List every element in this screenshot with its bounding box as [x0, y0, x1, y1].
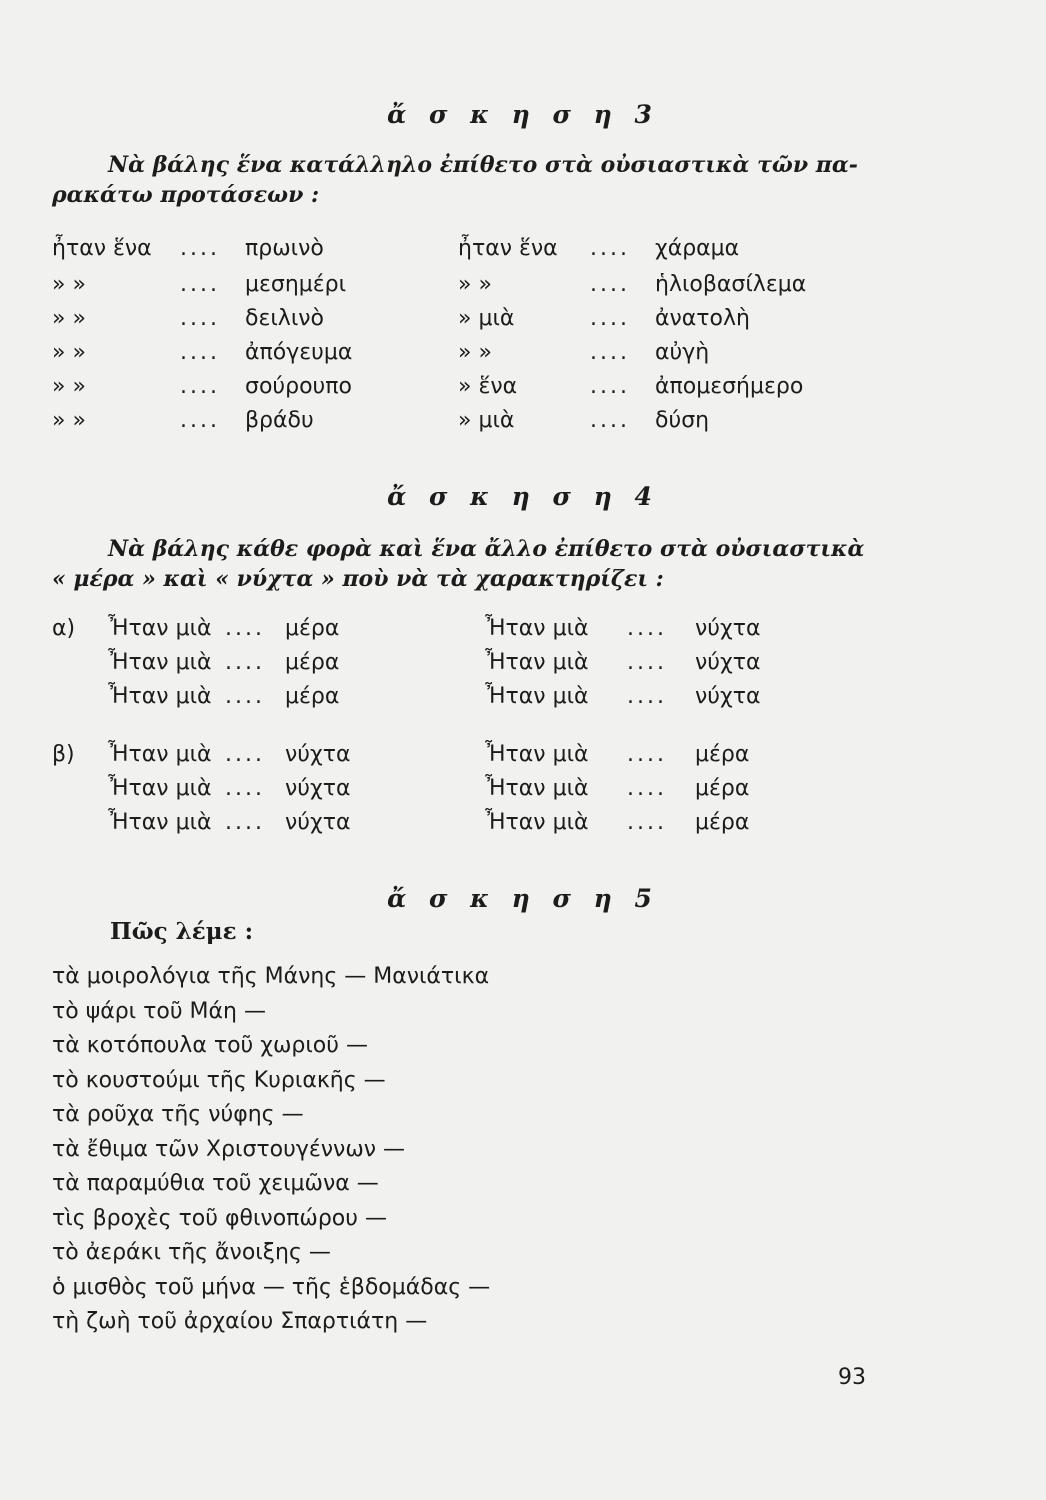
blank-dots: ....	[590, 272, 630, 297]
blank-dots: ....	[225, 742, 265, 767]
right-noun: μέρα	[695, 810, 750, 835]
left-prefix: Ἦταν μιὰ	[108, 616, 212, 641]
blank-dots: ....	[225, 776, 265, 801]
instruction-line: Νὰ βάλης κάθε φορὰ καὶ ἕνα ἄλλο ἐπίθετο στὰ οὐσιαστικὰ	[108, 536, 865, 562]
blank-dots: ....	[225, 616, 265, 641]
left-prefix: » »	[52, 272, 86, 297]
blank-dots: ....	[627, 616, 667, 641]
left-prefix: Ἦταν μιὰ	[108, 684, 212, 709]
exercise-4-row	[0, 806, 1046, 840]
blank-dots: ....	[180, 408, 220, 433]
left-prefix: » »	[52, 340, 86, 365]
right-noun: μέρα	[695, 742, 750, 767]
exercise-3-heading: ἄ σ κ η σ η 3	[387, 100, 659, 129]
right-noun: νύχτα	[695, 616, 761, 641]
left-noun: σούρουπο	[245, 374, 352, 399]
exercise-5-line: τὰ ροῦχα τῆς νύφης —	[52, 1102, 304, 1127]
right-noun: ἀπομεσήμερο	[655, 374, 804, 399]
right-prefix: » μιὰ	[458, 408, 515, 433]
blank-dots: ....	[627, 776, 667, 801]
right-prefix: Ἦταν μιὰ	[485, 776, 589, 801]
right-prefix: Ἦταν μιὰ	[485, 810, 589, 835]
exercise-4-row	[0, 680, 1046, 714]
blank-dots: ....	[225, 810, 265, 835]
exercise-5-line: τὴ ζωὴ τοῦ ἀρχαίου Σπαρτιάτη —	[52, 1309, 428, 1334]
left-noun: δειλινὸ	[245, 306, 325, 331]
blank-dots: ....	[180, 340, 220, 365]
exercise-5-label: Πῶς λέμε :	[110, 918, 254, 945]
right-noun: νύχτα	[695, 650, 761, 675]
right-prefix: » »	[458, 340, 492, 365]
exercise-4-row	[0, 738, 1046, 772]
right-noun: μέρα	[695, 776, 750, 801]
right-noun: ἀνατολὴ	[655, 306, 750, 331]
blank-dots: ....	[180, 374, 220, 399]
blank-dots: ....	[590, 236, 630, 261]
exercise-4-row	[0, 772, 1046, 806]
left-prefix: » »	[52, 306, 86, 331]
left-prefix: » »	[52, 408, 86, 433]
right-noun: ἡλιοβασίλεμα	[655, 272, 807, 297]
left-noun: νύχτα	[285, 776, 351, 801]
exercise-3-row	[0, 232, 1046, 266]
blank-dots: ....	[180, 236, 220, 261]
left-noun: μέρα	[285, 684, 340, 709]
left-noun: μέρα	[285, 616, 340, 641]
left-noun: μέρα	[285, 650, 340, 675]
blank-dots: ....	[590, 374, 630, 399]
exercise-5-line: τὰ μοιρολόγια τῆς Μάνης — Μανιάτικα	[52, 964, 490, 989]
blank-dots: ....	[590, 306, 630, 331]
exercise-3-row	[0, 302, 1046, 336]
exercise-5-line: τὰ παραμύθια τοῦ χειμῶνα —	[52, 1171, 379, 1196]
page-number: 93	[838, 1365, 866, 1390]
exercise-5-line: τὸ ψάρι τοῦ Μάη —	[52, 998, 266, 1024]
left-noun: ἀπόγευμα	[245, 340, 353, 365]
left-noun: νύχτα	[285, 742, 351, 767]
blank-dots: ....	[627, 650, 667, 675]
exercise-4-row	[0, 646, 1046, 680]
right-prefix: » ἕνα	[458, 374, 518, 399]
exercise-3-row	[0, 404, 1046, 438]
left-prefix: Ἦταν μιὰ	[108, 776, 212, 801]
blank-dots: ....	[627, 810, 667, 835]
left-noun: νύχτα	[285, 810, 351, 835]
right-prefix: » μιὰ	[458, 306, 515, 331]
left-noun: μεσημέρι	[245, 272, 347, 297]
blank-dots: ....	[590, 408, 630, 433]
left-prefix: Ἦταν μιὰ	[108, 742, 212, 767]
right-prefix: Ἦταν μιὰ	[485, 742, 589, 767]
exercise-5-line: τὸ κουστούμι τῆς Κυριακῆς —	[52, 1067, 386, 1093]
instruction-line: Νὰ βάλης ἕνα κατάλληλο ἐπίθετο στὰ οὐσιαστικὰ τῶν πα-	[108, 152, 858, 178]
exercise-4-row	[0, 612, 1046, 646]
exercise-3-instruction	[52, 150, 892, 210]
exercise-3-row	[0, 336, 1046, 370]
exercise-5-line: τὶς βροχὲς τοῦ φθινοπώρου —	[52, 1205, 387, 1231]
left-prefix: ἦταν ἕνα	[52, 236, 152, 261]
right-prefix: Ἦταν μιὰ	[485, 616, 589, 641]
instruction-line: « μέρα » καὶ « νύχτα » ποὺ νὰ τὰ χαρακτηρίζει :	[52, 566, 664, 592]
left-noun: βράδυ	[245, 408, 314, 433]
right-prefix: Ἦταν μιὰ	[485, 650, 589, 675]
exercise-4-heading: ἄ σ κ η σ η 4	[387, 482, 659, 511]
blank-dots: ....	[590, 340, 630, 365]
left-noun: πρωινὸ	[245, 236, 324, 261]
blank-dots: ....	[225, 650, 265, 675]
blank-dots: ....	[627, 684, 667, 709]
blank-dots: ....	[180, 272, 220, 297]
blank-dots: ....	[225, 684, 265, 709]
exercise-3-row	[0, 370, 1046, 404]
exercise-3-row	[0, 268, 1046, 302]
exercise-4-instruction	[52, 534, 892, 594]
right-noun: χάραμα	[655, 236, 740, 261]
right-prefix: Ἦταν μιὰ	[485, 684, 589, 709]
exercise-5-line: ὁ μισθὸς τοῦ μήνα — τῆς ἑβδομάδας —	[52, 1274, 491, 1300]
left-prefix: » »	[52, 374, 86, 399]
exercise-5-heading: ἄ σ κ η σ η 5	[387, 884, 659, 913]
left-prefix: Ἦταν μιὰ	[108, 650, 212, 675]
exercise-5-line: τὰ κοτόπουλα τοῦ χωριοῦ —	[52, 1033, 368, 1058]
right-prefix: ἦταν ἕνα	[458, 236, 558, 261]
right-prefix: » »	[458, 272, 492, 297]
left-prefix: Ἦταν μιὰ	[108, 810, 212, 835]
group-label: α)	[52, 616, 76, 641]
right-noun: αὐγὴ	[655, 340, 710, 365]
exercise-5-line: τὰ ἔθιμα τῶν Χριστουγέννων —	[52, 1136, 406, 1162]
instruction-line: ρακάτω προτάσεων :	[52, 182, 320, 208]
right-noun: νύχτα	[695, 684, 761, 709]
blank-dots: ....	[180, 306, 220, 331]
blank-dots: ....	[627, 742, 667, 767]
group-label: β)	[52, 742, 75, 767]
exercise-5-line: τὸ ἀεράκι τῆς ἄνοιξης —	[52, 1240, 331, 1265]
right-noun: δύση	[655, 408, 710, 433]
